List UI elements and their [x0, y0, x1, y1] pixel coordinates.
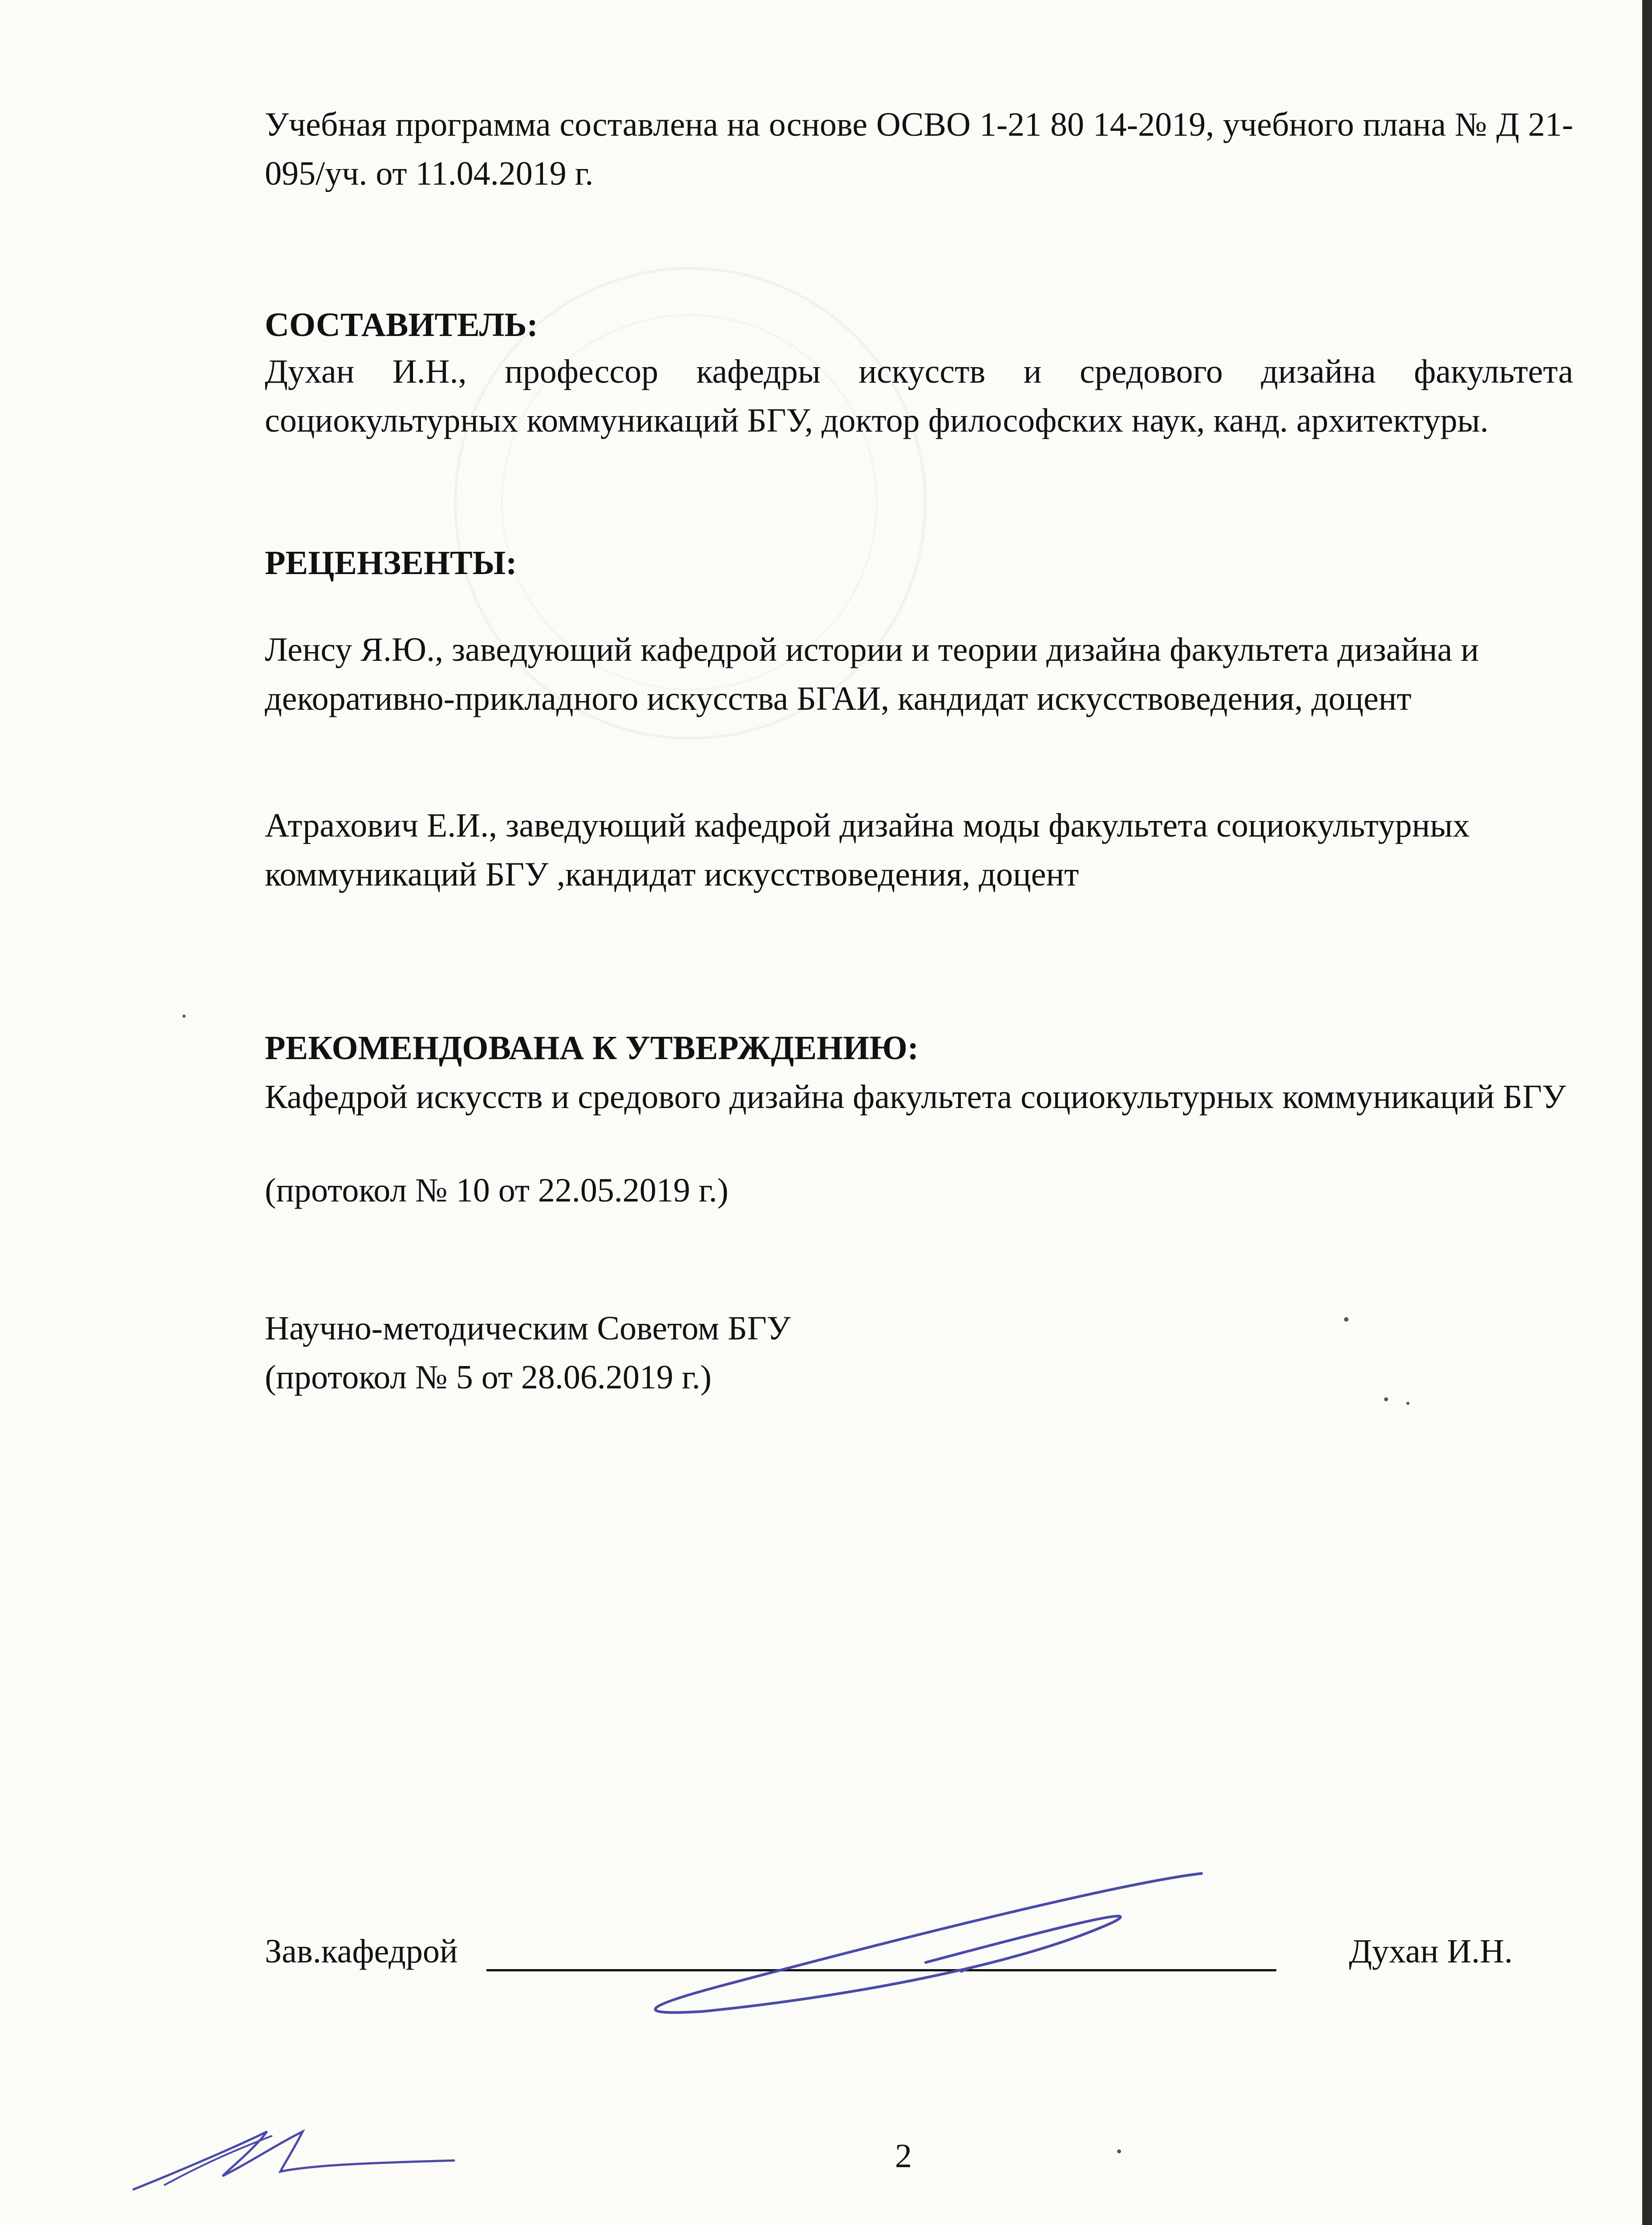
signatory-name: Духан И.Н.	[1349, 1933, 1513, 1970]
department-protocol: (протокол № 10 от 22.05.2019 г.)	[265, 1172, 729, 1209]
recommended-heading: РЕКОМЕНДОВАНА К УТВЕРЖДЕНИЮ:	[265, 1029, 919, 1067]
handwritten-signature	[614, 1851, 1259, 2038]
reviewer-paragraph: Атрахович Е.И., заведующий кафедрой дизайна моды факультета социокультурных коммуникаций БГУ ,кандидат искусствоведения, доцент	[265, 807, 1470, 893]
council-protocol: (протокол № 5 от 28.06.2019 г.)	[265, 1359, 712, 1396]
page-number: 2	[895, 2137, 912, 2175]
author-heading: СОСТАВИТЕЛЬ:	[265, 306, 538, 344]
initials-signature	[125, 2118, 463, 2198]
scan-border-right	[1642, 0, 1652, 2225]
council-line: Научно-методическим Советом БГУ	[265, 1310, 791, 1347]
recommended-department: Кафедрой искусств и средового дизайна факультета социокультурных коммуникаций БГУ	[265, 1078, 1566, 1116]
signature-label: Зав.кафедрой	[265, 1933, 458, 1970]
scan-speck	[182, 1015, 186, 1018]
scan-speck	[1117, 2149, 1121, 2153]
author-paragraph: Духан И.Н., профессор кафедры искусств и средового дизайна факультета социокультурных коммуникаций БГУ, доктор философских наук, канд. архитектуры.	[265, 353, 1573, 439]
reviewers-heading: РЕЦЕНЗЕНТЫ:	[265, 544, 517, 582]
reviewer-paragraph: Ленсу Я.Ю., заведующий кафедрой истории и теории дизайна факультета дизайна и декоративно-прикладного искусства БГАИ, кандидат искусствоведения, доцент	[265, 631, 1479, 717]
intro-paragraph: Учебная программа составлена на основе ОСВО 1-21 80 14-2019, учебного плана № Д 21-095/уч. от 11.04.2019 г.	[265, 106, 1573, 192]
scan-speck	[1406, 1402, 1409, 1405]
